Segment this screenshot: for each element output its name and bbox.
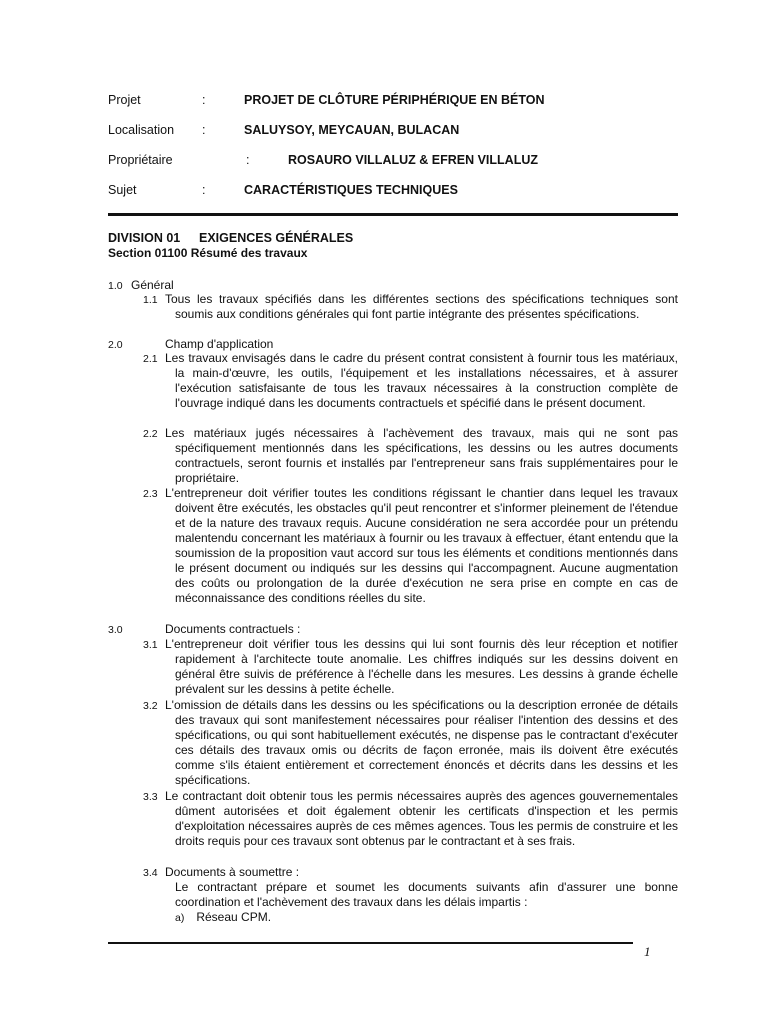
clause-3-2 bbox=[143, 698, 678, 788]
clause-number: 1.1 bbox=[143, 294, 158, 306]
clause-1-1 bbox=[143, 292, 678, 322]
clause-text: L'entrepreneur doit vérifier tous les dessins qui lui sont fournis dès leur réception et notifier rapidement à l'architecte toute anomalie. Les chiffres indiqués sur les dessins doivent en général être suivis de préférence à l'échelle dans les mesures. Les dessins à grande échelle prévalent sur les dessins à petite échelle. bbox=[165, 637, 678, 696]
header-label: Sujet bbox=[108, 183, 137, 197]
clause-text: Tous les travaux spécifiés dans les différentes sections des spécifications techniques sont soumis aux conditions générales qui font partie intégrante des présentes spécifications. bbox=[165, 292, 678, 321]
clause-2-1 bbox=[143, 351, 678, 411]
list-item-a bbox=[175, 910, 271, 924]
clause-2-3 bbox=[143, 486, 678, 606]
clause-number: 2.3 bbox=[143, 488, 158, 500]
section-number: 2.0 bbox=[108, 339, 123, 351]
clause-number: 2.1 bbox=[143, 353, 158, 365]
list-item-text: Réseau CPM. bbox=[196, 910, 272, 924]
header-colon: : bbox=[202, 123, 206, 137]
clause-text: Le contractant doit obtenir tous les permis nécessaires auprès des agences gouvernementales dûment autorisées et doit également obtenir les certificats d'inspection et les permis d'exploitation nécessaires auprès de ces mêmes agences. Tous les permis de construire et les droits requis pour ces travaux sont obtenus par le contractant et à ses frais. bbox=[165, 789, 678, 848]
section-title: Documents contractuels : bbox=[165, 622, 301, 636]
header-label: Localisation bbox=[108, 123, 175, 137]
clause-text: Documents à soumettre : bbox=[165, 865, 300, 879]
list-item-number: a) bbox=[175, 912, 185, 924]
clause-3-1 bbox=[143, 637, 678, 697]
page-number: 1 bbox=[644, 944, 651, 959]
header-divider bbox=[108, 213, 678, 216]
section-heading bbox=[108, 246, 307, 260]
section-number: 1.0 bbox=[108, 280, 123, 292]
clause-text: Les travaux envisagés dans le cadre du présent contrat consistent à fournir tous les matériaux, la main-d'œuvre, les outils, l'équipement et les installations nécessaires, et à assurer l'exécution satisfaisante de tous les travaux nécessaires à la construction complète de l'ouvrage indiqué dans les documents contractuels et spécifié dans le présent document. bbox=[165, 351, 678, 410]
header-label: Propriétaire bbox=[108, 153, 173, 167]
clause-2-2 bbox=[143, 426, 678, 486]
clause-3-4 bbox=[143, 865, 678, 880]
clause-text: L'omission de détails dans les dessins ou les spécifications ou la description erronée de détails des travaux qui sont manifestement nécessaires pour réaliser l'intention des dessins et des spécifications, ou qui sont habituellement exécutés, ne dispense pas le contractant d'exécuter ces détails des travaux omis ou décrits de façon erronée, mais ils doivent être exécutés comme s'ils étaient entièrement et correctement énoncés et décrits dans les dessins et les spécifications. bbox=[165, 698, 678, 787]
header-value: CARACTÉRISTIQUES TECHNIQUES bbox=[244, 183, 458, 197]
clause-3-4-paragraph: Le contractant prépare et soumet les documents suivants afin d'assurer une bonne coordination et l'achèvement des travaux dans les délais impartis : bbox=[175, 880, 678, 909]
clause-number: 3.1 bbox=[143, 639, 158, 651]
division-heading bbox=[108, 231, 354, 245]
header-colon: : bbox=[202, 183, 206, 197]
section-title: Résumé des travaux bbox=[190, 246, 308, 260]
header-value: SALUYSOY, MEYCAUAN, BULACAN bbox=[244, 123, 460, 137]
division-title: EXIGENCES GÉNÉRALES bbox=[199, 231, 354, 245]
clause-3-3 bbox=[143, 789, 678, 849]
header-label: Projet bbox=[108, 93, 141, 107]
section-code: Section 01100 bbox=[108, 246, 188, 260]
clause-number: 2.2 bbox=[143, 428, 158, 440]
clause-text: Les matériaux jugés nécessaires à l'achèvement des travaux, mais qui ne sont pas spécifiquement mentionnés dans les spécifications, les dessins ou les autres documents contractuels, seront fournis et installés par l'entrepreneur sans frais supplémentaires pour le propriétaire. bbox=[165, 426, 678, 485]
header-colon: : bbox=[246, 153, 250, 167]
header-value: PROJET DE CLÔTURE PÉRIPHÉRIQUE EN BÉTON bbox=[244, 93, 545, 107]
clause-text: L'entrepreneur doit vérifier toutes les conditions régissant le chantier dans lequel les travaux doivent être exécutés, les obstacles qu'il peut rencontrer et s'informer pleinement de l'étendue et de la nature des travaux requis. Aucune considération ne sera accordée pour un prétendu malentendu concernant les matériaux à fournir ou les travaux à effectuer, étant entendu que la soumission de la proposition vaut accord sur tous les éléments et conditions mentionnés dans le présent document ou indiqués sur les dessins qui l'accompagnent. Aucune augmentation des coûts ou prolongation de la durée d'exécution ne sera prise en compte en cas de méconnaissance des conditions réelles du site. bbox=[165, 486, 678, 605]
header-value: ROSAURO VILLALUZ & EFREN VILLALUZ bbox=[288, 153, 538, 167]
clause-number: 3.4 bbox=[143, 867, 158, 879]
clause-number: 3.2 bbox=[143, 700, 158, 712]
header-colon: : bbox=[202, 93, 206, 107]
footer-divider bbox=[108, 942, 633, 944]
section-title: Général bbox=[131, 278, 174, 292]
section-title: Champ d'application bbox=[165, 337, 274, 351]
clause-number: 3.3 bbox=[143, 791, 158, 803]
section-number: 3.0 bbox=[108, 624, 123, 636]
division-code: DIVISION 01 bbox=[108, 231, 181, 245]
